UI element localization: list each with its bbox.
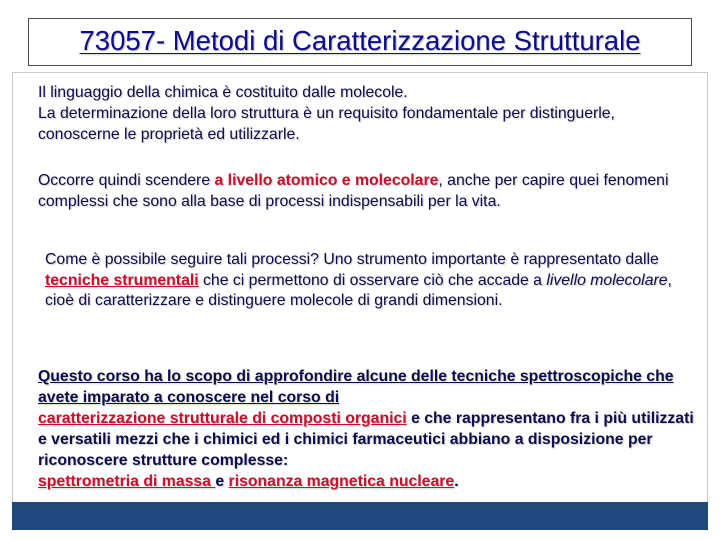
intro-paragraph [38, 82, 688, 145]
p2-text-after: , anche per capire quei fenomeni complessi che sono alla base di processi indispensabili per la vita. [38, 172, 669, 210]
p4-text-middle: e che rappresentano fra i più utilizzati e versatili mezzi che i chimici ed i chimici farmaceutici abbiano a disposizione per riconoscere strutture complesse: [38, 410, 694, 469]
atomic-level-paragraph [38, 170, 708, 212]
p3-text-after: , cioè di caratterizzare e distinguere molecole di grandi dimensioni. [45, 271, 672, 309]
atomic-molecular-level-highlight: a livello atomico e molecolare [214, 172, 439, 189]
p3-text-before: Come è possibile seguire tali processi? Uno strumento importante è rappresentato dalle [45, 251, 659, 268]
structural-characterization-highlight: caratterizzazione strutturale di composti organici [38, 410, 407, 427]
course-scope-paragraph [38, 366, 706, 492]
p4-end: . [454, 473, 459, 490]
p2-text-before: Occorre quindi scendere [38, 172, 215, 189]
slide-title: 73057- Metodi di Caratterizzazione Strutturale [28, 18, 692, 66]
nmr-link[interactable]: risonanza magnetica nucleare [228, 473, 455, 490]
footer-bar [12, 502, 708, 530]
p4-intro: Questo corso ha lo scopo di approfondire alcune delle tecniche spettroscopiche che avete imparato a conoscere nel corso di [38, 368, 674, 406]
intro-line-2: La determinazione della loro struttura è un requisito fondamentale per distinguerle, conoscerne le proprietà ed utilizzarle. [38, 105, 615, 143]
molecular-level-italic: livello molecolare [546, 271, 668, 289]
p4-connector: e [215, 473, 229, 490]
instrumental-techniques-highlight: tecniche strumentali [45, 271, 199, 289]
instrumental-techniques-paragraph [45, 250, 675, 312]
p3-text-middle: che ci permettono di osservare ciò che accade a [198, 271, 547, 289]
mass-spectrometry-link[interactable]: spettrometria di massa [38, 473, 216, 490]
intro-line-1: Il linguaggio della chimica è costituito dalle molecole. [38, 84, 408, 101]
